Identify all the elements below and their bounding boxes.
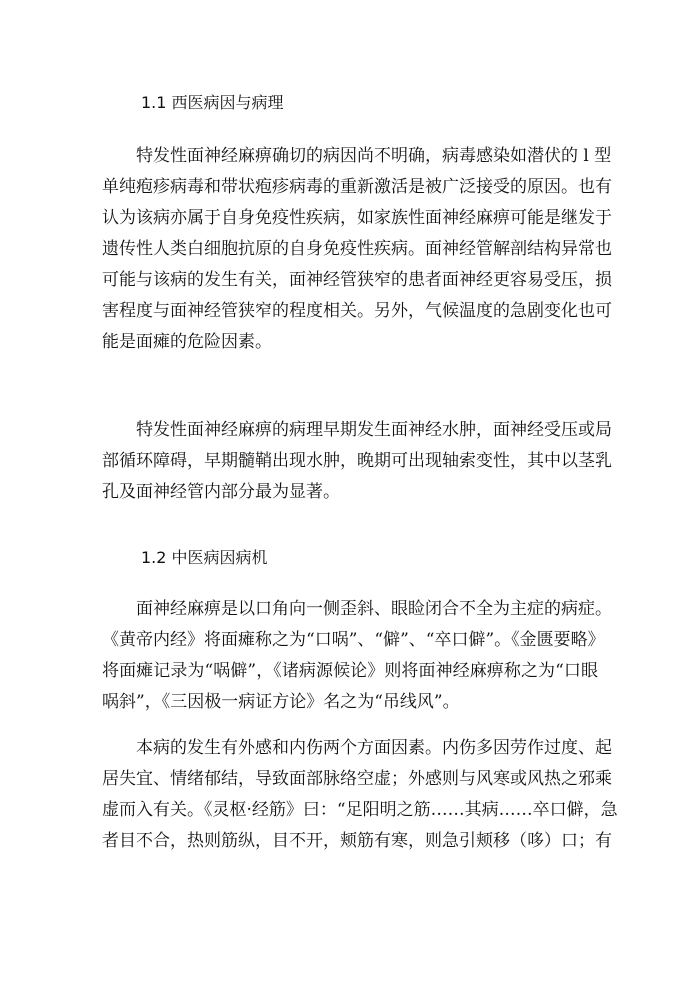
text-line: 特发性面神经麻痹的病理早期发生面神经水肿，面神经受压或局 xyxy=(136,420,612,440)
text-line: 将面瘫记录为“㖞僻”，《诸病源候论》则将面神经麻痹称之为“口眼 xyxy=(102,661,598,681)
text-line: 虚而入有关。《灵枢·经筋》曰：“足阳明之筋……其病……卒口僻，急 xyxy=(102,800,618,820)
text-line: 面神经麻痹是以口角向一侧歪斜、眼睑闭合不全为主症的病症。 xyxy=(136,599,612,619)
text-line: 单纯疱疹病毒和带状疱疹病毒的重新激活是被广泛接受的原因。也有 xyxy=(102,177,612,197)
text-line: 认为该病亦属于自身免疫性疾病，如家族性面神经麻痹可能是继发于 xyxy=(102,208,612,228)
text-line: 特发性面神经麻痹确切的病因尚不明确，病毒感染如潜伏的 l 型 xyxy=(136,146,612,166)
section-heading-tcm-etiology: 1.2 中医病因病机 xyxy=(141,548,268,567)
text-line: 能是面瘫的危险因素。 xyxy=(102,332,272,352)
paragraph-pathology xyxy=(102,415,612,508)
paragraph-tcm-causes xyxy=(102,733,618,857)
text-line: 可能与该病的发生有关，面神经管狭窄的患者面神经更容易受压，损 xyxy=(102,270,612,290)
text-line: 害程度与面神经管狭窄的程度相关。另外，气候温度的急剧变化也可 xyxy=(102,301,612,321)
text-line: 者目不合，热则筋纵，目不开，颊筋有寒，则急引颊移（哆）口；有 xyxy=(102,831,612,851)
text-line: 部循环障碍，早期髓鞘出现水肿，晚期可出现轴索变性，其中以茎乳 xyxy=(102,451,612,471)
paragraph-tcm-definition xyxy=(102,594,612,718)
paragraph-etiology xyxy=(102,141,612,358)
text-line: 遗传性人类白细胞抗原的自身免疫性疾病。面神经管解剖结构异常也 xyxy=(102,239,612,259)
section-heading-western-etiology: 1.1 西医病因与病理 xyxy=(141,93,284,112)
text-line: 孔及面神经管内部分最为显著。 xyxy=(102,482,340,502)
text-line: 㖞斜”，《三因极一病证方论》名之为“吊线风”。 xyxy=(102,692,460,712)
text-line: 居失宜、情绪郁结，导致面部脉络空虚；外感则与风寒或风热之邪乘 xyxy=(102,769,612,789)
text-line: 《黄帝内经》将面瘫称之为“口㖞”、“僻”、“卒口僻”。《金匮要略》 xyxy=(102,630,605,650)
text-line: 本病的发生有外感和内伤两个方面因素。内伤多因劳作过度、起 xyxy=(136,738,612,758)
